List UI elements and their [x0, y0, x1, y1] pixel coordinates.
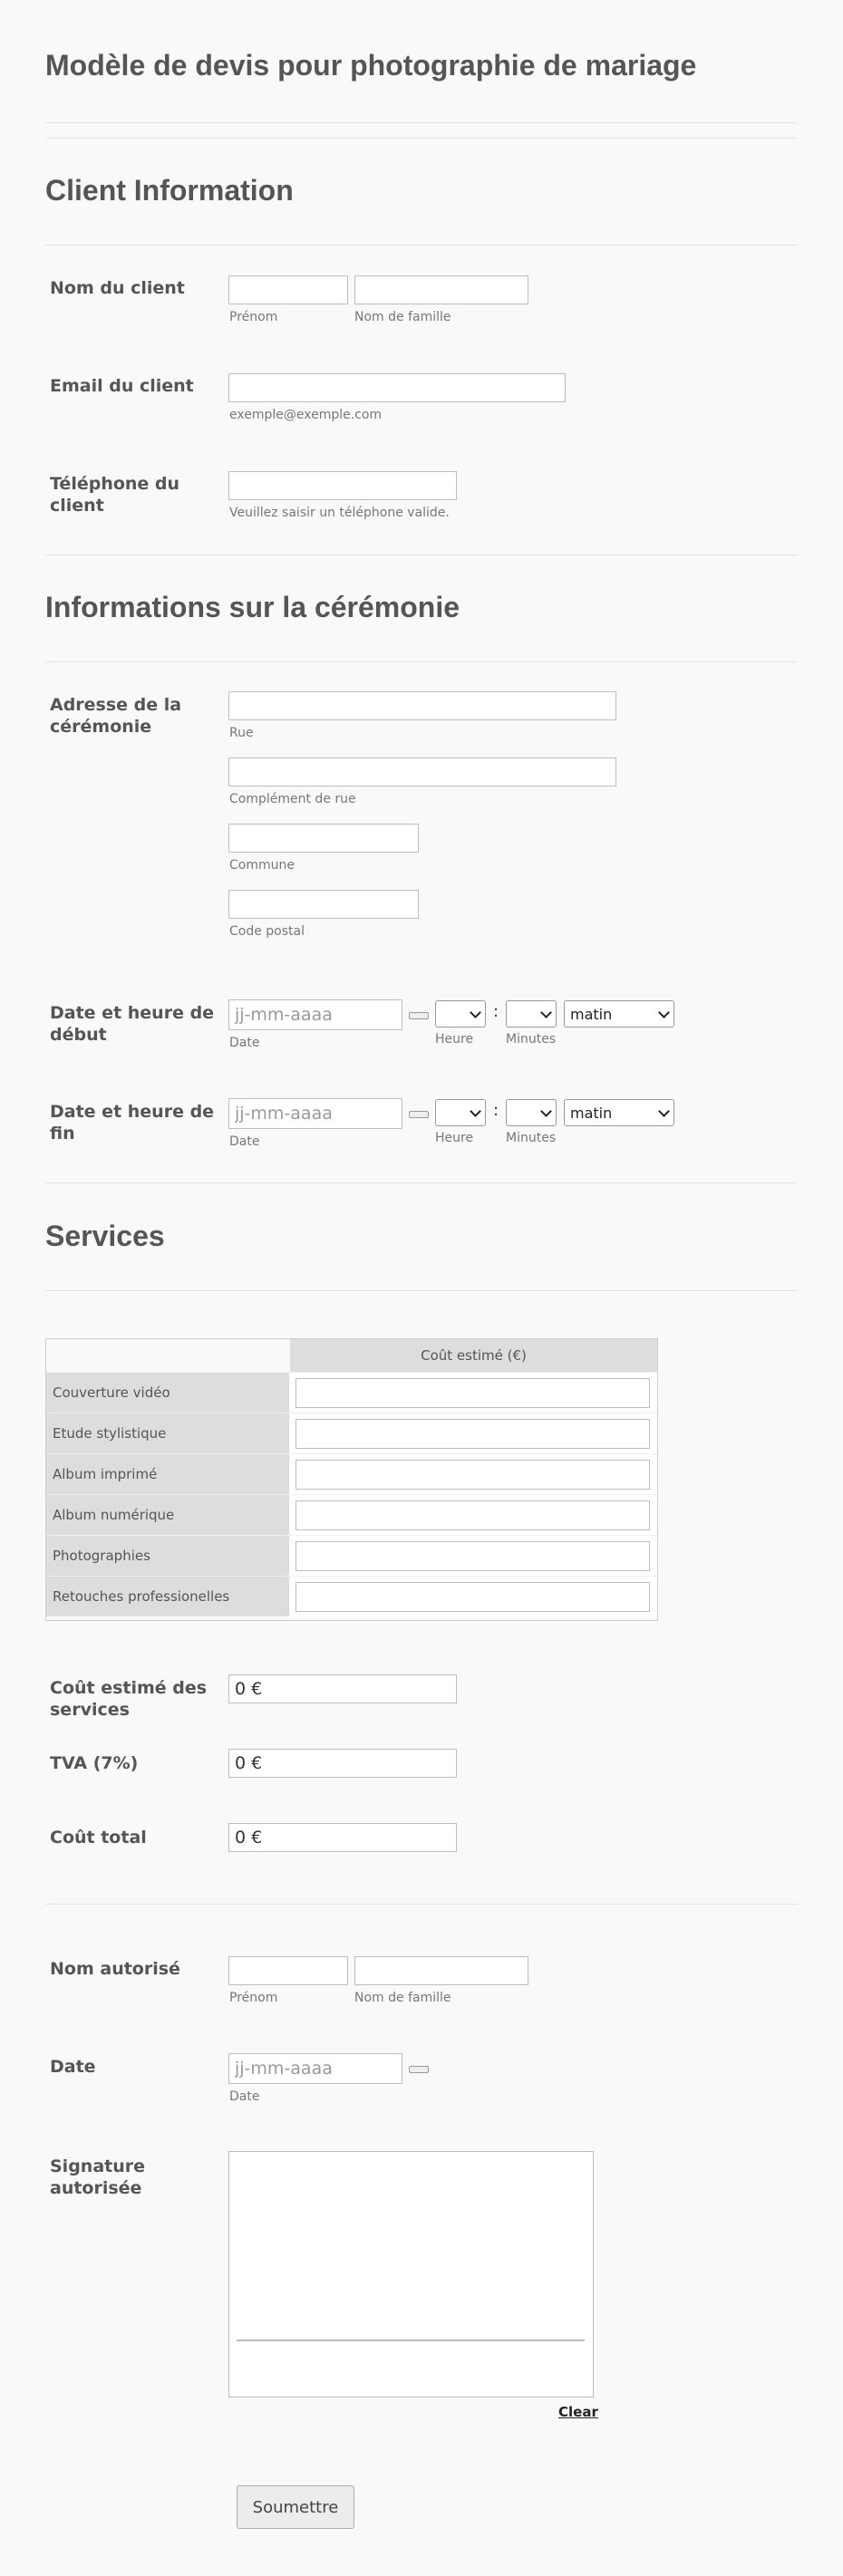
city-sublabel: Commune [229, 858, 295, 873]
divider [45, 1290, 798, 1291]
matrix-row [46, 1535, 657, 1576]
services-matrix [45, 1338, 658, 1621]
start-hour-sublabel: Heure [435, 1032, 474, 1047]
total-input[interactable] [228, 1823, 457, 1852]
matrix-column-header: Coût estimé (€) [290, 1339, 657, 1372]
calendar-icon[interactable] [409, 1012, 429, 1019]
section-title-services: Services [45, 1220, 165, 1252]
divider [45, 1904, 798, 1905]
end-minute-select[interactable] [506, 1099, 557, 1126]
end-date-sublabel: Date [229, 1134, 260, 1149]
matrix-row [46, 1372, 657, 1413]
cost-input-styling[interactable] [296, 1419, 650, 1449]
matrix-row-label: Etude stylistique [46, 1413, 289, 1453]
end-ampm-value: matin [570, 1104, 613, 1122]
divider [45, 138, 798, 139]
phone-hint: Veuillez saisir un téléphone valide. [229, 506, 450, 520]
start-datetime-label: Date et heure de début [50, 1003, 215, 1045]
street-input[interactable] [228, 691, 616, 720]
email-hint: exemple@exemple.com [229, 408, 383, 422]
chevron-down-icon [470, 1105, 481, 1117]
divider [45, 661, 798, 662]
matrix-row [46, 1576, 657, 1616]
matrix-row [46, 1453, 657, 1494]
start-ampm-value: matin [570, 1005, 613, 1023]
matrix-row-label: Photographies [46, 1535, 289, 1576]
start-date-input[interactable] [228, 999, 402, 1030]
time-separator: : [493, 1002, 499, 1021]
estimated-cost-input[interactable] [228, 1674, 457, 1703]
calendar-icon[interactable] [409, 1111, 429, 1118]
matrix-row-label: Album imprimé [46, 1453, 289, 1494]
authorized-first-name-input[interactable] [228, 1956, 348, 1985]
estimated-cost-label: Coût estimé des services [50, 1678, 208, 1720]
vat-label: TVA (7%) [50, 1753, 139, 1773]
total-label: Coût total [50, 1828, 147, 1848]
divider [45, 245, 798, 246]
authorized-name-label: Nom autorisé [50, 1959, 180, 1979]
submit-button[interactable]: Soumettre [237, 2485, 354, 2529]
date-label: Date [50, 2057, 96, 2077]
matrix-row [46, 1413, 657, 1453]
street-sublabel: Rue [229, 726, 254, 740]
chevron-down-icon [540, 1105, 552, 1117]
matrix-row-label: Couverture vidéo [46, 1372, 289, 1413]
date-input[interactable] [228, 2053, 402, 2084]
start-minute-sublabel: Minutes [506, 1032, 557, 1047]
chevron-down-icon [658, 1007, 670, 1018]
city-input[interactable] [228, 824, 419, 853]
chevron-down-icon [540, 1007, 552, 1018]
last-name-sublabel: Nom de famille [354, 1991, 451, 2005]
date-sublabel: Date [229, 2089, 260, 2104]
client-phone-input[interactable] [228, 471, 457, 500]
section-title-client: Client Information [45, 174, 294, 207]
client-name-label: Nom du client [50, 278, 185, 298]
divider [45, 1182, 798, 1183]
matrix-row [46, 1494, 657, 1535]
start-date-sublabel: Date [229, 1036, 260, 1050]
calendar-icon[interactable] [409, 2066, 429, 2073]
time-separator: : [493, 1101, 499, 1120]
client-first-name-input[interactable] [228, 275, 348, 304]
start-hour-select[interactable] [435, 1000, 486, 1028]
end-hour-sublabel: Heure [435, 1131, 474, 1145]
zip-input[interactable] [228, 890, 419, 919]
start-minute-select[interactable] [506, 1000, 557, 1028]
zip-sublabel: Code postal [229, 924, 305, 939]
clear-signature-link[interactable]: Clear [558, 2404, 598, 2420]
page-title: Modèle de devis pour photographie de mariage [45, 49, 697, 82]
cost-input-printed-album[interactable] [296, 1460, 650, 1490]
divider [45, 122, 798, 123]
street2-input[interactable] [228, 757, 616, 786]
start-ampm-select[interactable] [564, 1000, 674, 1028]
client-phone-label: Téléphone du client [50, 474, 180, 516]
end-ampm-select[interactable] [564, 1099, 674, 1126]
chevron-down-icon [470, 1007, 481, 1018]
end-date-input[interactable] [228, 1098, 402, 1129]
authorized-last-name-input[interactable] [354, 1956, 528, 1985]
chevron-down-icon [658, 1105, 670, 1117]
end-hour-select[interactable] [435, 1099, 486, 1126]
cost-input-photos[interactable] [296, 1541, 650, 1571]
signature-label: Signature autorisée [50, 2156, 146, 2198]
cost-input-video[interactable] [296, 1378, 650, 1408]
cost-input-digital-album[interactable] [296, 1500, 650, 1530]
cost-input-retouching[interactable] [296, 1582, 650, 1612]
signature-baseline [237, 2340, 585, 2341]
matrix-row-label: Retouches professionelles [46, 1576, 289, 1616]
section-title-ceremony: Informations sur la cérémonie [45, 591, 460, 623]
client-last-name-input[interactable] [354, 275, 528, 304]
matrix-row-label: Album numérique [46, 1494, 289, 1535]
last-name-sublabel: Nom de famille [354, 310, 451, 324]
address-label: Adresse de la cérémonie [50, 695, 182, 737]
client-email-input[interactable] [228, 373, 566, 402]
vat-input[interactable] [228, 1749, 457, 1778]
end-datetime-label: Date et heure de fin [50, 1102, 215, 1143]
street2-sublabel: Complément de rue [229, 792, 356, 806]
signature-pad[interactable] [228, 2151, 594, 2398]
end-minute-sublabel: Minutes [506, 1131, 557, 1145]
client-email-label: Email du client [50, 376, 194, 396]
first-name-sublabel: Prénom [229, 310, 278, 324]
first-name-sublabel: Prénom [229, 1991, 278, 2005]
